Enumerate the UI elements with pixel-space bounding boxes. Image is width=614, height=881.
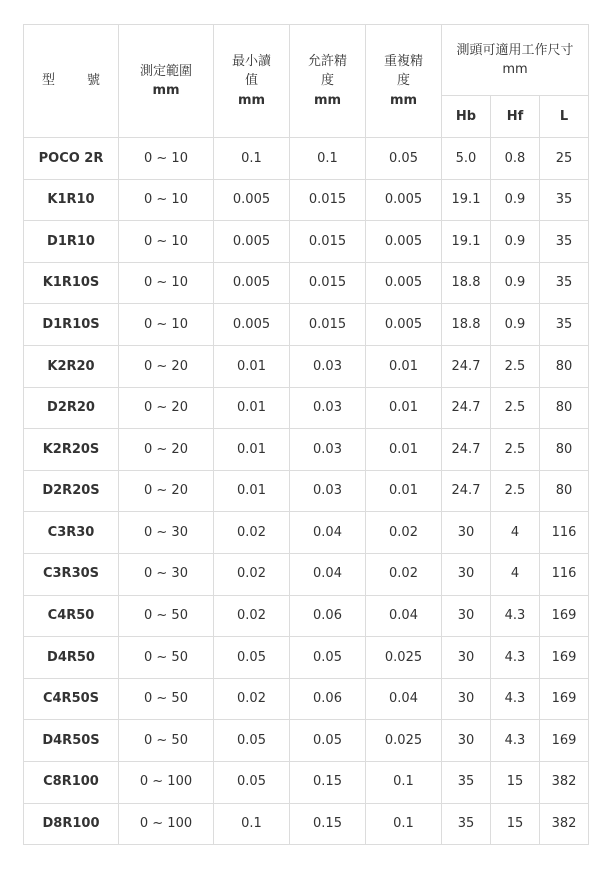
- cell-min-reading: 0.01: [214, 345, 290, 387]
- cell-repeatability: 0.005: [366, 262, 442, 304]
- cell-repeatability: 0.005: [366, 304, 442, 346]
- cell-tolerance: 0.015: [290, 262, 366, 304]
- cell-model: C4R50: [24, 595, 119, 637]
- table-row: [24, 720, 589, 762]
- cell-hf: 0.9: [491, 262, 540, 304]
- cell-hf: 2.5: [491, 345, 540, 387]
- cell-l: 382: [540, 803, 589, 845]
- header-l: L: [540, 96, 589, 138]
- cell-model: C3R30: [24, 512, 119, 554]
- cell-hb: 19.1: [442, 221, 491, 263]
- table-row: [24, 221, 589, 263]
- cell-l: 35: [540, 179, 589, 221]
- cell-hf: 4.3: [491, 720, 540, 762]
- cell-tolerance: 0.05: [290, 637, 366, 679]
- table-row: [24, 803, 589, 845]
- cell-range: 0 ~ 10: [119, 138, 214, 180]
- cell-hf: 15: [491, 803, 540, 845]
- cell-repeatability: 0.005: [366, 179, 442, 221]
- cell-l: 80: [540, 429, 589, 471]
- cell-tolerance: 0.06: [290, 595, 366, 637]
- cell-range: 0 ~ 50: [119, 678, 214, 720]
- cell-min-reading: 0.005: [214, 179, 290, 221]
- cell-l: 80: [540, 470, 589, 512]
- cell-hb: 19.1: [442, 179, 491, 221]
- header-tolerance-unit: mm: [313, 92, 342, 108]
- cell-range: 0 ~ 20: [119, 345, 214, 387]
- cell-model: D2R20S: [24, 470, 119, 512]
- cell-hb: 18.8: [442, 262, 491, 304]
- table-row: [24, 345, 589, 387]
- cell-hb: 24.7: [442, 387, 491, 429]
- table-body: [24, 138, 589, 845]
- cell-hb: 30: [442, 720, 491, 762]
- cell-model: D4R50: [24, 637, 119, 679]
- header-probe-size: [442, 25, 589, 96]
- cell-repeatability: 0.05: [366, 138, 442, 180]
- cell-model: D4R50S: [24, 720, 119, 762]
- cell-tolerance: 0.04: [290, 553, 366, 595]
- cell-repeatability: 0.01: [366, 345, 442, 387]
- header-model-char-2: 號: [87, 73, 101, 89]
- cell-hf: 4: [491, 553, 540, 595]
- cell-range: 0 ~ 20: [119, 429, 214, 471]
- cell-hb: 30: [442, 553, 491, 595]
- table-row: [24, 304, 589, 346]
- cell-hf: 4.3: [491, 595, 540, 637]
- cell-min-reading: 0.02: [214, 512, 290, 554]
- cell-range: 0 ~ 30: [119, 512, 214, 554]
- cell-hb: 30: [442, 637, 491, 679]
- cell-range: 0 ~ 50: [119, 595, 214, 637]
- cell-hb: 30: [442, 512, 491, 554]
- header-model-char-1: 型: [41, 73, 55, 89]
- cell-hb: 24.7: [442, 345, 491, 387]
- header-repeatability-label: 重複精度: [383, 53, 423, 89]
- cell-repeatability: 0.04: [366, 595, 442, 637]
- cell-min-reading: 0.005: [214, 304, 290, 346]
- cell-model: D1R10S: [24, 304, 119, 346]
- header-tolerance: [290, 25, 366, 138]
- header-range-label: 測定範圍: [139, 63, 192, 79]
- cell-model: K1R10S: [24, 262, 119, 304]
- cell-min-reading: 0.005: [214, 262, 290, 304]
- cell-range: 0 ~ 10: [119, 179, 214, 221]
- cell-min-reading: 0.01: [214, 429, 290, 471]
- table-row: [24, 678, 589, 720]
- cell-min-reading: 0.02: [214, 553, 290, 595]
- cell-l: 169: [540, 595, 589, 637]
- cell-repeatability: 0.01: [366, 429, 442, 471]
- cell-model: D2R20: [24, 387, 119, 429]
- cell-model: D8R100: [24, 803, 119, 845]
- cell-hf: 2.5: [491, 387, 540, 429]
- header-min-reading-label: 最小讀值: [231, 53, 271, 89]
- cell-tolerance: 0.06: [290, 678, 366, 720]
- cell-min-reading: 0.01: [214, 470, 290, 512]
- cell-tolerance: 0.03: [290, 429, 366, 471]
- cell-l: 80: [540, 345, 589, 387]
- cell-repeatability: 0.1: [366, 803, 442, 845]
- cell-model: C3R30S: [24, 553, 119, 595]
- cell-hb: 5.0: [442, 138, 491, 180]
- cell-l: 80: [540, 387, 589, 429]
- cell-min-reading: 0.1: [214, 803, 290, 845]
- table-header: [24, 25, 589, 138]
- cell-range: 0 ~ 100: [119, 761, 214, 803]
- cell-range: 0 ~ 30: [119, 553, 214, 595]
- cell-repeatability: 0.02: [366, 553, 442, 595]
- cell-tolerance: 0.15: [290, 803, 366, 845]
- header-model: [24, 25, 119, 138]
- cell-model: POCO 2R: [24, 138, 119, 180]
- cell-hb: 35: [442, 761, 491, 803]
- cell-hb: 24.7: [442, 429, 491, 471]
- cell-min-reading: 0.02: [214, 595, 290, 637]
- cell-l: 382: [540, 761, 589, 803]
- cell-l: 169: [540, 678, 589, 720]
- cell-repeatability: 0.01: [366, 387, 442, 429]
- cell-min-reading: 0.01: [214, 387, 290, 429]
- spec-table: [23, 24, 589, 845]
- header-hf: Hf: [491, 96, 540, 138]
- cell-hf: 4: [491, 512, 540, 554]
- cell-model: D1R10: [24, 221, 119, 263]
- cell-tolerance: 0.015: [290, 304, 366, 346]
- cell-hf: 0.8: [491, 138, 540, 180]
- cell-hb: 24.7: [442, 470, 491, 512]
- cell-repeatability: 0.01: [366, 470, 442, 512]
- header-probe-label: 測頭可適用工作尺寸 mm: [456, 42, 574, 77]
- cell-min-reading: 0.005: [214, 221, 290, 263]
- cell-hf: 4.3: [491, 637, 540, 679]
- header-range: [119, 25, 214, 138]
- cell-repeatability: 0.025: [366, 720, 442, 762]
- cell-repeatability: 0.1: [366, 761, 442, 803]
- cell-l: 35: [540, 304, 589, 346]
- header-range-unit: mm: [152, 83, 180, 98]
- cell-range: 0 ~ 20: [119, 387, 214, 429]
- cell-hf: 0.9: [491, 221, 540, 263]
- header-repeatability-unit: mm: [389, 92, 418, 108]
- header-min-reading-unit: mm: [237, 92, 266, 108]
- cell-hb: 18.8: [442, 304, 491, 346]
- cell-tolerance: 0.015: [290, 221, 366, 263]
- cell-range: 0 ~ 10: [119, 221, 214, 263]
- cell-tolerance: 0.015: [290, 179, 366, 221]
- table-row: [24, 429, 589, 471]
- table-row: [24, 179, 589, 221]
- cell-range: 0 ~ 100: [119, 803, 214, 845]
- header-tolerance-label: 允許精度: [307, 53, 347, 89]
- cell-range: 0 ~ 50: [119, 720, 214, 762]
- cell-model: K1R10: [24, 179, 119, 221]
- cell-hf: 15: [491, 761, 540, 803]
- header-min-reading: [214, 25, 290, 138]
- table-row: [24, 470, 589, 512]
- header-repeatability: [366, 25, 442, 138]
- cell-hb: 30: [442, 595, 491, 637]
- table-row: [24, 262, 589, 304]
- table-row: [24, 138, 589, 180]
- cell-l: 116: [540, 553, 589, 595]
- cell-hf: 0.9: [491, 179, 540, 221]
- cell-hf: 4.3: [491, 678, 540, 720]
- table-row: [24, 387, 589, 429]
- cell-hf: 2.5: [491, 429, 540, 471]
- cell-tolerance: 0.05: [290, 720, 366, 762]
- cell-hb: 30: [442, 678, 491, 720]
- cell-range: 0 ~ 20: [119, 470, 214, 512]
- cell-tolerance: 0.04: [290, 512, 366, 554]
- cell-l: 35: [540, 262, 589, 304]
- cell-model: C8R100: [24, 761, 119, 803]
- cell-l: 25: [540, 138, 589, 180]
- cell-model: C4R50S: [24, 678, 119, 720]
- cell-model: K2R20: [24, 345, 119, 387]
- cell-l: 169: [540, 720, 589, 762]
- cell-min-reading: 0.05: [214, 720, 290, 762]
- table-row: [24, 595, 589, 637]
- cell-tolerance: 0.15: [290, 761, 366, 803]
- cell-model: K2R20S: [24, 429, 119, 471]
- cell-l: 35: [540, 221, 589, 263]
- cell-repeatability: 0.025: [366, 637, 442, 679]
- cell-hb: 35: [442, 803, 491, 845]
- cell-l: 169: [540, 637, 589, 679]
- cell-tolerance: 0.03: [290, 387, 366, 429]
- cell-range: 0 ~ 50: [119, 637, 214, 679]
- cell-repeatability: 0.02: [366, 512, 442, 554]
- table-row: [24, 761, 589, 803]
- table-row: [24, 637, 589, 679]
- header-hb: Hb: [442, 96, 491, 138]
- cell-min-reading: 0.1: [214, 138, 290, 180]
- cell-min-reading: 0.05: [214, 761, 290, 803]
- cell-tolerance: 0.03: [290, 470, 366, 512]
- table-row: [24, 553, 589, 595]
- cell-range: 0 ~ 10: [119, 262, 214, 304]
- cell-tolerance: 0.03: [290, 345, 366, 387]
- cell-min-reading: 0.05: [214, 637, 290, 679]
- cell-repeatability: 0.04: [366, 678, 442, 720]
- cell-range: 0 ~ 10: [119, 304, 214, 346]
- cell-repeatability: 0.005: [366, 221, 442, 263]
- cell-l: 116: [540, 512, 589, 554]
- table-row: [24, 512, 589, 554]
- cell-hf: 2.5: [491, 470, 540, 512]
- cell-hf: 0.9: [491, 304, 540, 346]
- cell-tolerance: 0.1: [290, 138, 366, 180]
- cell-min-reading: 0.02: [214, 678, 290, 720]
